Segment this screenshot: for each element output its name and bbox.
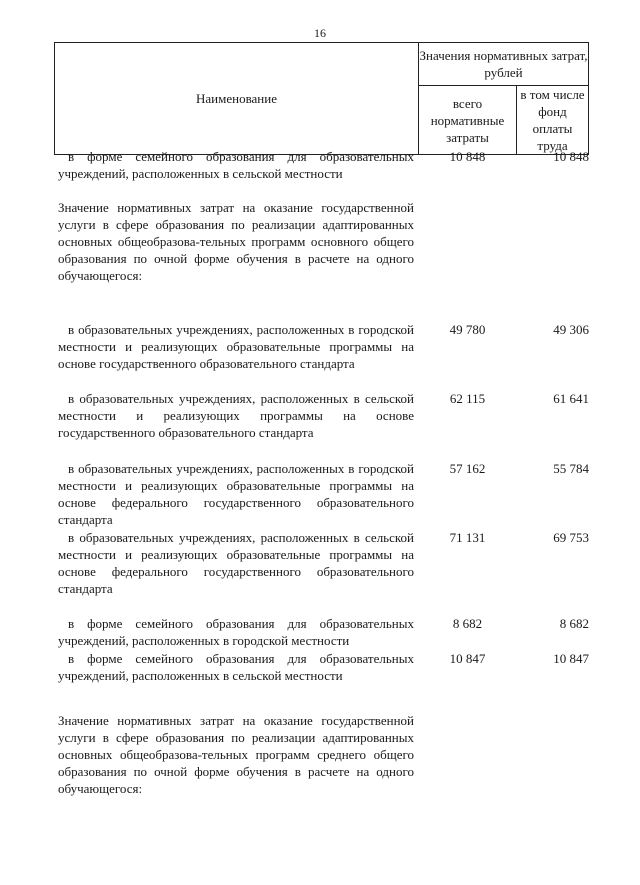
- column-header-total-label: всего нормативные затраты: [430, 95, 505, 145]
- row-fot-value: 55 784: [553, 461, 589, 476]
- row-fot-value: 10 847: [553, 651, 589, 666]
- column-header-total: [418, 85, 517, 155]
- column-header-name-label: Наименование: [196, 91, 277, 106]
- row-description: в форме семейного образования для образовательных учреждений, расположенных в городской местности: [58, 616, 414, 648]
- column-header-group-label: Значения нормативных затрат, рублей: [419, 48, 588, 80]
- row-description: в образовательных учреждениях, расположенных в городской местности и реализующих образовательные программы на основе государственного образовательного стандарта: [58, 322, 414, 371]
- column-header-fot: [516, 85, 589, 155]
- row-fot-value: 8 682: [559, 616, 589, 631]
- row-description: в образовательных учреждениях, расположенных в городской местности и реализующих образовательные программы на основе федерального государственного образовательного стандарта: [58, 461, 414, 527]
- row-description: в форме семейного образования для образовательных учреждений, расположенных в сельской местности: [58, 651, 414, 683]
- column-header-name: [54, 42, 419, 155]
- row-total-value: 10 848: [449, 149, 486, 164]
- row-fot-value: 61 641: [553, 391, 589, 406]
- row-description: в форме семейного образования для образовательных учреждений, расположенных в сельской местности: [58, 149, 414, 181]
- section-heading: Значение нормативных затрат на оказание государственной услуги в сфере образования по реализации адаптированных основных общеобразова-тельных программ основного общего образования по очной форме обучения в расчете на одного обучающегося:: [58, 200, 414, 283]
- section-heading: Значение нормативных затрат на оказание государственной услуги в сфере образования по реализации адаптированных основных общеобразова-тельных программ среднего общего образования по очной форме обучения в расчете на одного обучающегося:: [58, 713, 414, 796]
- column-header-fot-label: в том числе фонд оплаты труда: [520, 87, 585, 153]
- row-total-value: 49 780: [449, 322, 486, 337]
- column-header-group: [418, 42, 589, 86]
- row-description: в образовательных учреждениях, расположенных в сельской местности и реализующих образовательные программы на основе федерального государственного образовательного стандарта: [58, 530, 414, 596]
- row-fot-value: 10 848: [553, 149, 589, 164]
- row-total-value: 71 131: [449, 530, 486, 545]
- row-total-value: 8 682: [452, 616, 483, 631]
- row-total-value: 62 115: [449, 391, 486, 406]
- row-total-value: 57 162: [449, 461, 486, 476]
- page-number: 16: [314, 26, 326, 40]
- row-fot-value: 69 753: [553, 530, 589, 545]
- row-description: в образовательных учреждениях, расположенных в сельской местности и реализующих программы на основе государственного образовательного стандарта: [58, 391, 414, 440]
- row-fot-value: 49 306: [553, 322, 589, 337]
- row-total-value: 10 847: [449, 651, 486, 666]
